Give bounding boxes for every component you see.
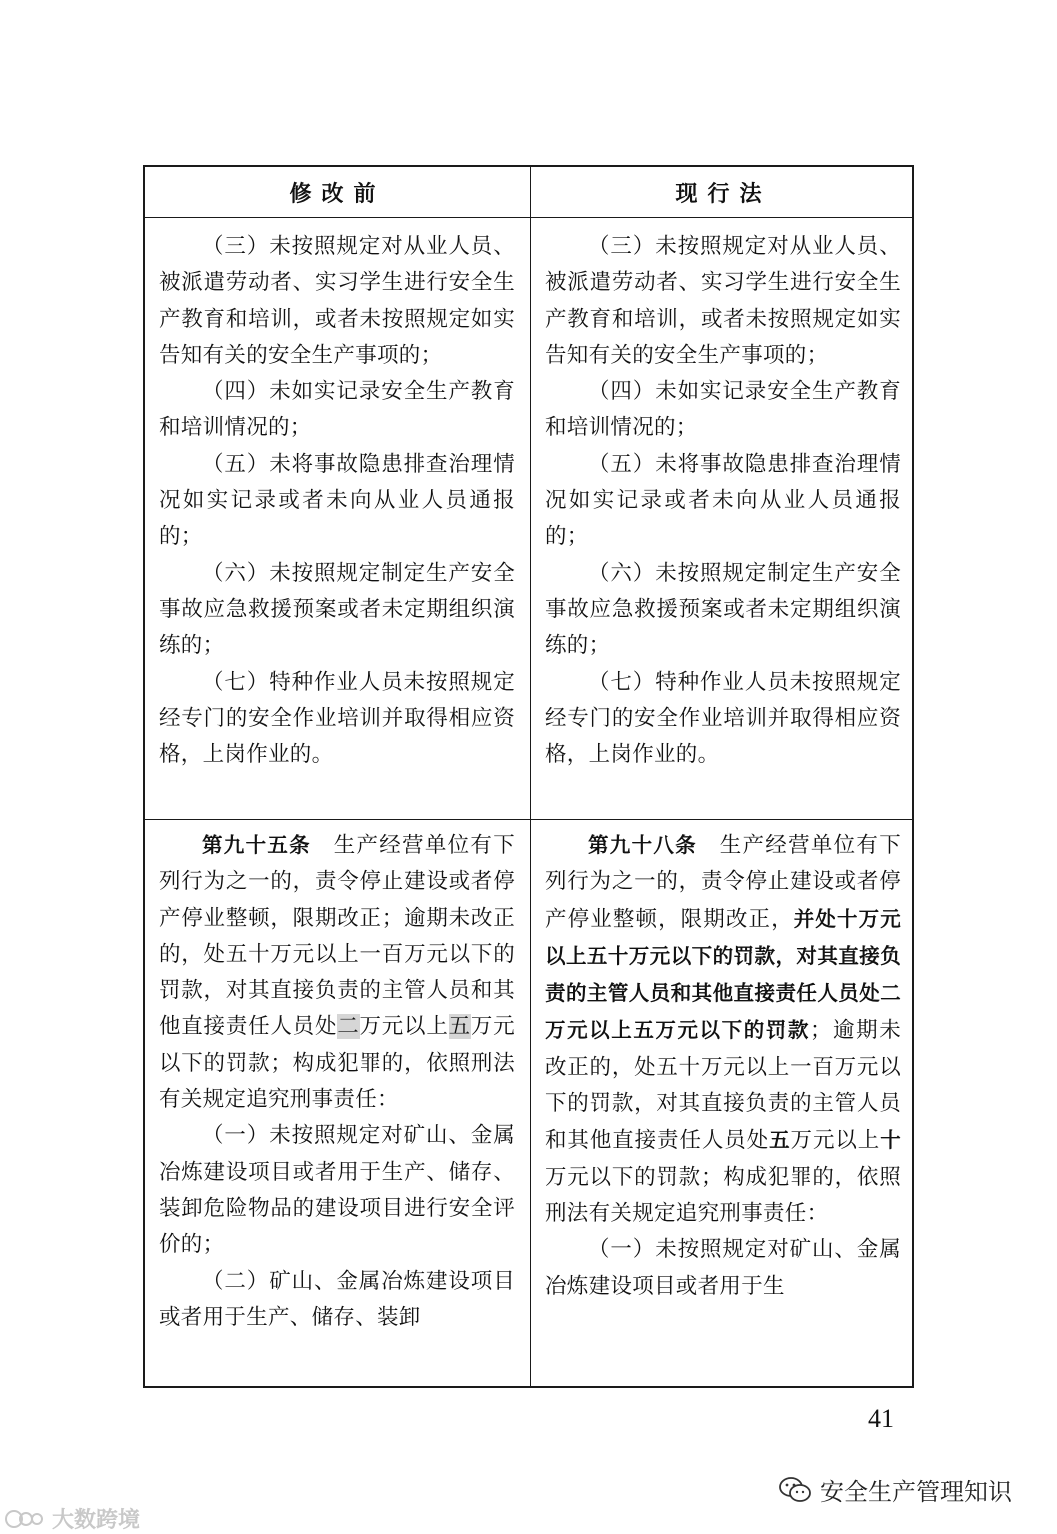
clause-6: （六）未按照规定制定生产安全事故应急救援预案或者未定期组织演练的； [159,560,515,659]
article-text: 万元以下的罚款；构成犯罪的，依照刑法有关规定追究刑事责任： [159,1014,515,1113]
amended-amount: 十 [880,1128,901,1153]
header-current-law: 现行法 [675,181,772,207]
clause-1: （一）未按照规定对矿山、金属冶炼建设项目或者用于生产、储存、装卸危险物品的建设项目进行安全评价的； [159,1123,515,1258]
row1-right-cell [545,229,901,773]
article-paragraph [159,827,515,1118]
wechat-account-name: 安全生产管理知识 [820,1478,1012,1506]
article-title: 第九十五条 [202,833,311,857]
article-text: 万元以下的罚款；构成犯罪的，依照刑法有关规定追究刑事责任： [545,1164,901,1226]
page-number: 41 [868,1404,894,1433]
row2-left-cell [159,827,515,1336]
amended-text: 并处十万元以上五十万元以下的罚款，对其直接负责的主管人员和其他直接责任人员处二万元以上五万元以下的罚款 [545,906,901,1043]
header-before-amendment: 修改前 [289,181,386,207]
clause-4: （四）未如实记录安全生产教育和培训情况的； [159,379,515,441]
clause-2: （二）矿山、金属冶炼建设项目或者用于生产、储存、装卸 [159,1268,515,1330]
comparison-table [143,165,914,1388]
clause-7: （七）特种作业人员未按照规定经专门的安全作业培训并取得相应资格，上岗作业的。 [545,669,901,768]
clause-3: （三）未按照规定对从业人员、被派遣劳动者、实习学生进行安全生产教育和培训，或者未按照规定如实告知有关的安全生产事项的； [545,234,901,368]
column-divider [530,167,531,1386]
clause-5: （五）未将事故隐患排查治理情况如实记录或者未向从业人员通报的； [159,451,515,550]
highlighted-amount: 二 [337,1014,360,1040]
row-divider [145,819,912,820]
article-title: 第九十八条 [588,833,697,857]
clause-6: （六）未按照规定制定生产安全事故应急救援预案或者未定期组织演练的； [545,560,901,659]
wechat-icon [778,1475,812,1505]
article-paragraph [545,827,901,1232]
highlighted-amount: 五 [448,1014,471,1040]
article-text: ；逾期未改正的，处五十万元以上一百万元以下的罚款，对其直接负责的主管人员和其他直接责任人员处 [545,1018,901,1154]
article-text: 生产经营单位有下列行为之一的，责令停止建设或者停产停业整顿，限期改正；逾期未改正的，处五十万元以上一百万元以下的罚款，对其直接负责的主管人员和其他直接责任人员处 [159,833,516,1040]
article-text: 万元以上 [359,1014,449,1040]
clause-7: （七）特种作业人员未按照规定经专门的安全作业培训并取得相应资格，上岗作业的。 [159,669,515,768]
clause-4: （四）未如实记录安全生产教育和培训情况的； [545,379,901,441]
article-text: 生产经营单位有下列行为之一的，责令停止建设或者停产停业整顿，限期改正， [545,833,902,932]
row1-left-cell [159,229,515,773]
watermark-logo-icon [4,1507,48,1531]
article-text: 万元以上 [790,1128,881,1154]
clause-1: （一）未按照规定对矿山、金属冶炼建设项目或者用于生 [545,1237,901,1299]
header-divider [145,217,912,218]
clause-5: （五）未将事故隐患排查治理情况如实记录或者未向从业人员通报的； [545,451,901,550]
watermark [4,1503,140,1534]
amended-amount: 五 [769,1128,791,1153]
watermark-text: 大数跨境 [52,1508,141,1533]
clause-3: （三）未按照规定对从业人员、被派遣劳动者、实习学生进行安全生产教育和培训，或者未按照规定如实告知有关的安全生产事项的； [159,234,515,368]
wechat-account-footer [778,1472,1012,1507]
row2-right-cell [545,827,901,1305]
